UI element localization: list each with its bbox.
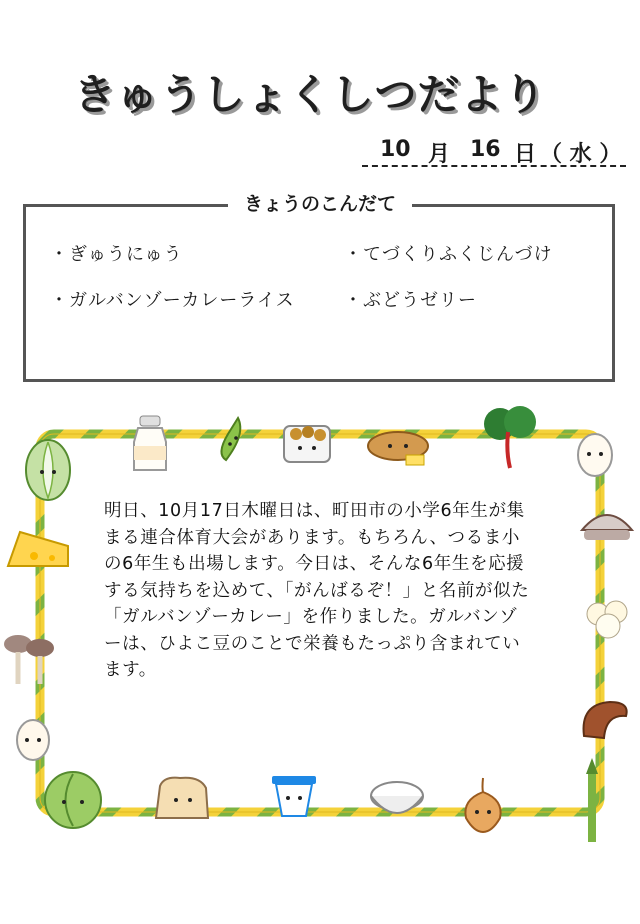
date-weekday: （ 水 ） [540,142,622,167]
chinese-cabbage-icon [22,430,74,502]
date-day-unit: 日 [514,142,537,167]
mushroom-icon [0,626,60,690]
date-day: 16 [470,137,501,162]
milk-bottle-icon [128,412,174,474]
quail-egg-icon [12,716,54,764]
date-month: 10 [380,137,411,162]
okra-icon [210,414,250,466]
menu-item-grape-jelly: ・ぶどうゼリー [344,290,477,311]
menu-item-fukujinzuke: ・てづくりふくじんづけ [344,244,553,265]
spinach-icon [480,402,540,472]
menu-heading: きょうのこんだて [228,189,412,216]
toast-icon [150,772,214,824]
cheese-icon [4,522,72,578]
message-body: 明日、10月17日木曜日は、町田市の小学6年生が集まる連合体育大会があります。もちろん、つるま小の6年生も出場します。今日は、そんな6年生を応援する気持ちを込めて、「がんばるぞ！」と名前が似た「ガルバンゾーカレー」を作りました。ガルバンゾーは、ひよこ豆のことで栄養もたっぷり含まれています。 [104,501,530,680]
date-month-unit: 月 [428,142,451,167]
asparagus-icon [576,756,610,844]
cauliflower-icon [584,596,632,646]
natto-icon [280,416,334,472]
newsletter-title: きゅうしょくしつだより [73,70,547,119]
egg-icon [574,430,616,480]
menu-item-curry: ・ガルバンゾーカレーライス [50,290,295,311]
rice-bowl-icon [366,774,428,824]
sausage-icon [576,696,632,746]
date-line [362,137,626,167]
butter-icon [404,452,426,468]
clam-icon [578,500,636,548]
cabbage-icon [40,768,106,830]
onion-icon [456,774,510,836]
yogurt-icon [266,770,322,826]
menu-item-milk: ・ぎゅうにゅう [50,244,183,265]
